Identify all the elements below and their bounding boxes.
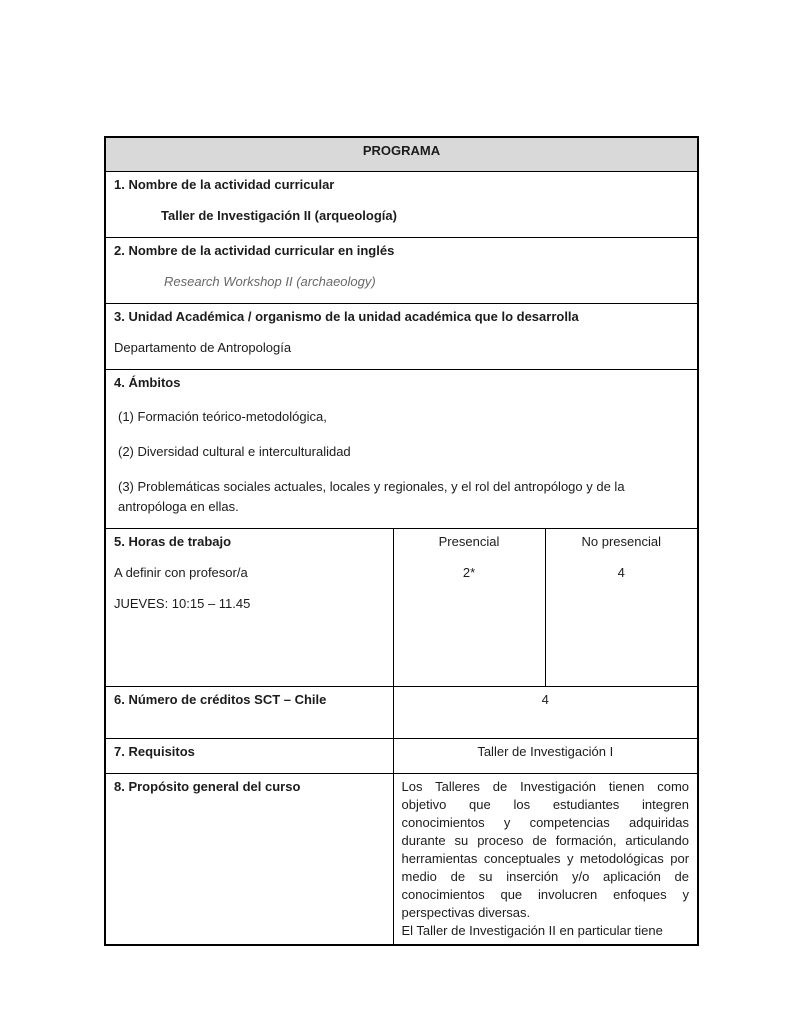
row-proposito-text-cell [393, 773, 698, 945]
row6-label: 6. Número de créditos SCT – Chile [114, 691, 327, 707]
row4-label: 4. Ámbitos [114, 374, 181, 390]
cell-presencial [393, 528, 545, 686]
row-requisitos-label-cell [105, 738, 393, 773]
row-requisitos-value-cell [393, 738, 698, 773]
row3-label: 3. Unidad Académica / organismo de la unidad académica que lo desarrolla [114, 308, 579, 324]
row1-label: 1. Nombre de la actividad curricular [114, 176, 335, 192]
row5-line2: A definir con profesor/a [114, 564, 248, 580]
row8-label: 8. Propósito general del curso [114, 778, 301, 794]
cell-no-presencial [545, 528, 698, 686]
proposito-paragraph-1: Los Talleres de Investigación tienen como objetivo que los estudiantes integren conocimientos y competencias adquiridas durante su proceso de formación, articulando herramientas conceptuales y metodológicas por medio de su inserción y/o aplicación de conocimientos que involucren enfoques y perspectivas diversas. [401, 778, 690, 920]
no-presencial-header: No presencial [581, 533, 662, 549]
ambito-item-2: (2) Diversidad cultural e interculturalidad [118, 443, 351, 459]
row5-label: 5. Horas de trabajo [114, 533, 232, 549]
program-table [104, 136, 699, 946]
row-nombre-actividad [105, 171, 698, 237]
row5-line3: JUEVES: 10:15 – 11.45 [114, 595, 251, 611]
proposito-paragraph-2: El Taller de Investigación II en particular tiene [401, 922, 663, 938]
row3-value: Departamento de Antropología [114, 339, 292, 355]
row-horas-trabajo [105, 528, 393, 686]
ambito-item-3: (3) Problemáticas sociales actuales, locales y regionales, y el rol del antropólogo y de la antropóloga en ellas. [118, 478, 625, 514]
row-proposito-label-cell [105, 773, 393, 945]
row-ambitos [105, 369, 698, 528]
no-presencial-value: 4 [617, 564, 625, 580]
row2-value: Research Workshop II (archaeology) [164, 273, 376, 289]
row-nombre-ingles [105, 237, 698, 303]
row-creditos-label-cell [105, 686, 393, 738]
presencial-value: 2* [462, 564, 476, 580]
row1-value: Taller de Investigación II (arqueología) [161, 207, 397, 223]
ambito-item-1: (1) Formación teórico-metodológica, [118, 408, 327, 424]
row-creditos-value-cell [393, 686, 698, 738]
row6-value: 4 [541, 691, 549, 707]
row2-label: 2. Nombre de la actividad curricular en inglés [114, 242, 395, 258]
row-unidad-academica [105, 303, 698, 369]
row7-label: 7. Requisitos [114, 743, 195, 759]
row7-value: Taller de Investigación I [477, 743, 614, 759]
presencial-header: Presencial [438, 533, 500, 549]
table-title: PROGRAMA [105, 137, 698, 171]
